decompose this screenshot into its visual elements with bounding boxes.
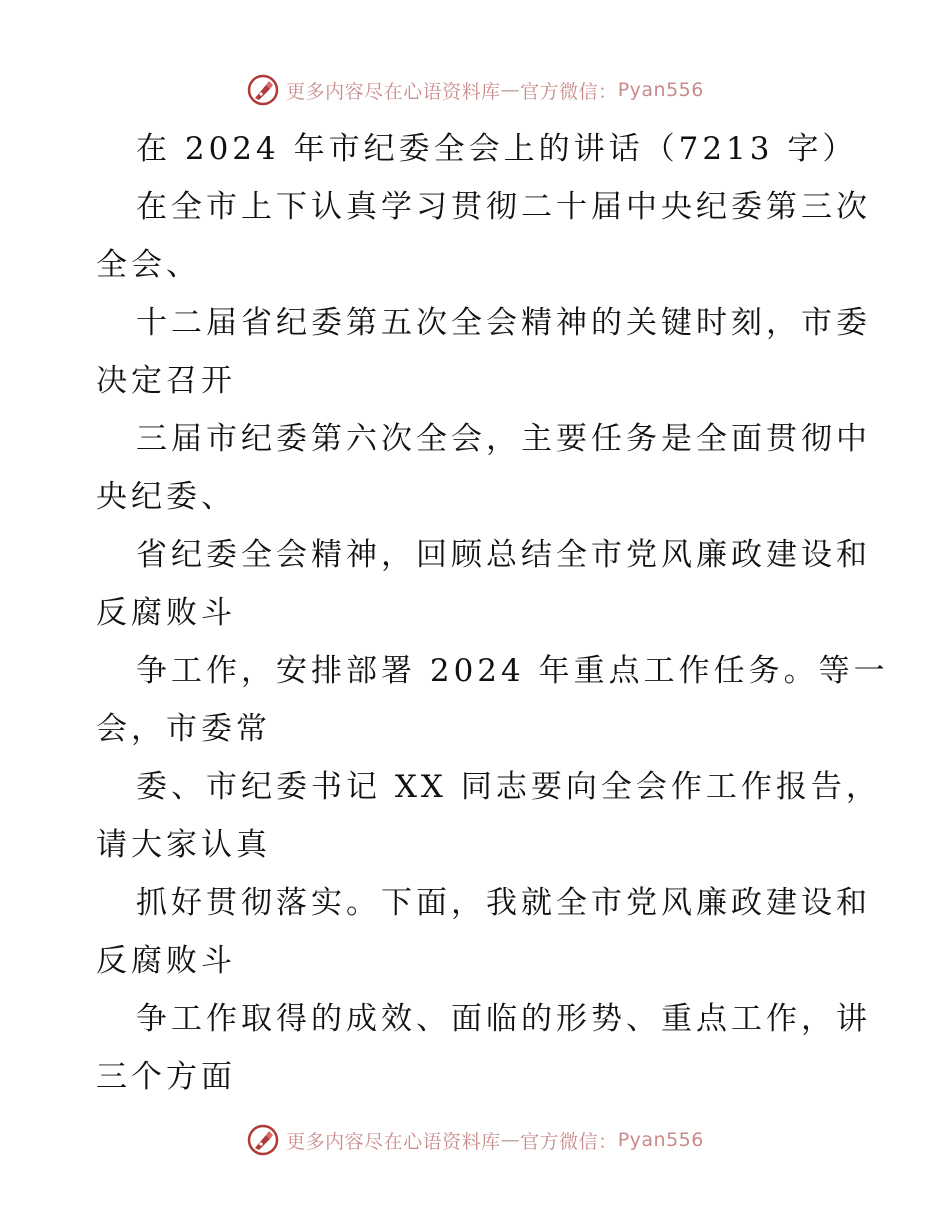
watermark-label: 官方微信： (520, 80, 618, 103)
document-line: 委、市纪委书记 XX 同志要向全会作工作报告， (136, 769, 881, 805)
watermark-id: Pyan556 (617, 79, 704, 101)
watermark-text: 更多内容尽在心语资料库 (286, 80, 501, 103)
document-line: 决定召开 (96, 363, 236, 399)
document-line: 省纪委全会精神，回顾总结全市党风廉政建设和 (136, 537, 871, 573)
document-line: 在 2024 年市纪委全会上的讲话（7213 字） (136, 131, 858, 167)
header-watermark (0, 70, 950, 110)
document-line: 会，市委常 (96, 711, 271, 747)
document-body (96, 120, 889, 1106)
watermark-separator: — (500, 1129, 521, 1151)
pen-nib-icon (246, 73, 280, 107)
document-line: 争工作，安排部署 2024 年重点工作任务。等一 (136, 653, 889, 689)
document-line: 十二届省纪委第五次全会精神的关键时刻，市委 (136, 305, 871, 341)
document-line: 央纪委、 (96, 479, 236, 515)
watermark-id: Pyan556 (617, 1129, 704, 1151)
watermark-text: 更多内容尽在心语资料库 (286, 1130, 501, 1153)
footer-watermark (0, 1120, 950, 1160)
document-line: 争工作取得的成效、面临的形势、重点工作，讲 (136, 1001, 871, 1037)
document-line: 请大家认真 (96, 827, 271, 863)
document-line: 抓好贯彻落实。下面，我就全市党风廉政建设和 (136, 885, 871, 921)
watermark-separator: — (500, 79, 521, 101)
document-line: 反腐败斗 (96, 943, 236, 979)
document-line: 在全市上下认真学习贯彻二十届中央纪委第三次 (136, 189, 871, 225)
pen-nib-icon (246, 1123, 280, 1157)
watermark-label: 官方微信： (520, 1130, 618, 1153)
document-line: 全会、 (96, 247, 201, 283)
document-line: 三个方面 (96, 1059, 236, 1095)
document-line: 三届市纪委第六次全会，主要任务是全面贯彻中 (136, 421, 871, 457)
document-line: 反腐败斗 (96, 595, 236, 631)
